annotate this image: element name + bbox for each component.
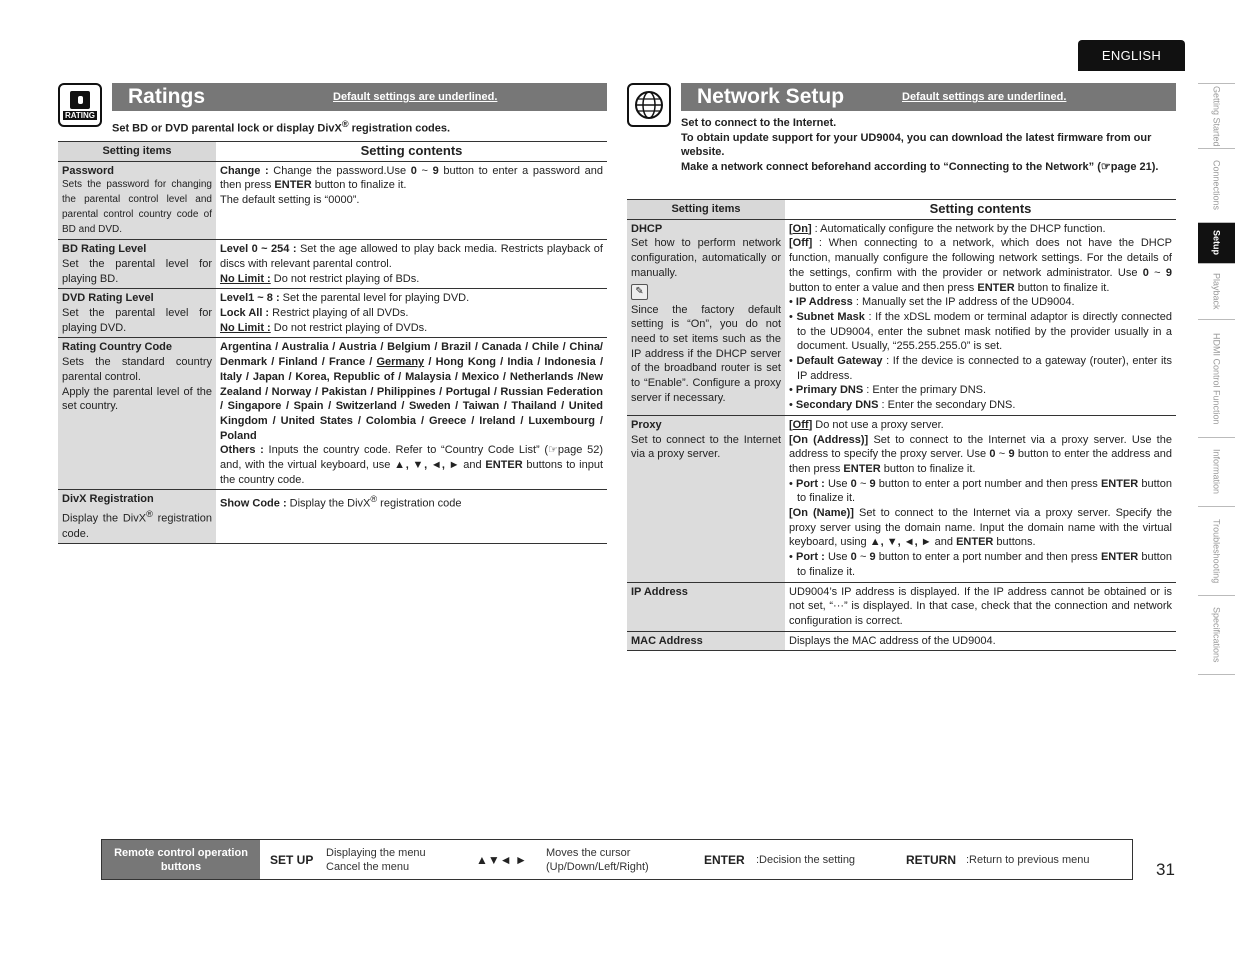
setup-key: SET UP (270, 852, 314, 867)
item-content: Lock All : Restrict playing of all DVDs. (220, 307, 409, 320)
note-icon: ✎ (631, 284, 648, 300)
col-header-contents: Setting contents (216, 142, 607, 162)
col-header-items: Setting items (627, 200, 785, 220)
item-name: DHCP (631, 222, 663, 235)
item-desc: Set the parental level for playing DVD. (62, 307, 212, 334)
item-desc: Display the DivX® registration code. (62, 509, 212, 540)
arrow-keys: ▲▼◄ ► (476, 852, 527, 867)
item-content: No Limit : Do not restrict playing of DVDs. (220, 321, 428, 334)
item-content: [On] : Automatically configure the network by the DHCP function. (789, 222, 1106, 235)
network-title: Network Setup (697, 85, 845, 108)
side-tab-playback[interactable] (1198, 263, 1235, 319)
item-desc: Apply the parental level of the set country. (62, 385, 212, 413)
item-name: DivX Registration (62, 493, 154, 506)
bullet-item: • IP Address : Manually set the IP address of the UD9004. (789, 296, 1075, 309)
table-row (627, 631, 1176, 651)
item-name: BD Rating Level (62, 243, 147, 256)
item-content: [On (Name)] Set to connect to the Internet via a proxy server. Specify the proxy server using the domain name. Input the domain name with the virtual keyboard, using ▲, ▼, ◄, ► and ENTER buttons. (789, 507, 1173, 549)
item-content: Show Code : Display the DivX® registration code (220, 494, 462, 511)
enter-key: ENTER (704, 852, 745, 867)
network-table (627, 199, 1176, 651)
item-content: Level1 ~ 8 : Set the parental level for playing DVD. (220, 292, 470, 305)
item-content: UD9004’s IP address is displayed. If the IP address cannot be obtained or is not set, “···” is displayed. In that case, check that the connection and network configuration is correct. (789, 585, 1172, 627)
ratings-table (58, 141, 607, 544)
item-name: Rating Country Code (62, 341, 172, 354)
intro-text: registration codes. (348, 122, 451, 135)
side-tab-hdmi-control[interactable] (1198, 319, 1235, 437)
side-tab-connections[interactable] (1198, 148, 1235, 222)
intro-line: To obtain update support for your UD9004, you can download the latest firmware from our website. (681, 131, 1152, 159)
bullet-item: • Port : Use 0 ~ 9 button to enter a port number and then press ENTER button to finalize it. (789, 551, 1172, 578)
table-row (627, 219, 1176, 415)
rating-icon (58, 83, 102, 127)
return-key: RETURN (906, 852, 956, 867)
item-desc: Set the parental level for playing BD. (62, 257, 212, 285)
setup-desc: Displaying the menu Cancel the menu (326, 846, 426, 873)
side-tab-label: Information (1211, 449, 1222, 495)
item-content: Displays the MAC address of the UD9004. (789, 634, 996, 647)
item-name: Password (62, 164, 114, 177)
item-name: IP Address (631, 585, 688, 598)
table-row (58, 289, 607, 338)
bullet-item: • Secondary DNS : Enter the secondary DNS. (789, 399, 1016, 412)
globe-icon (633, 89, 665, 121)
item-content: [Off] Do not use a proxy server. (789, 418, 944, 431)
item-name: Proxy (631, 418, 662, 431)
item-desc: Set to connect to the Internet via a proxy server. (631, 433, 781, 461)
item-note: Since the factory default setting is “On”, you do not need to set items such as the IP address if the DHCP server of the broadband router is set to “Enable”. Configure a proxy server if necessary. (631, 303, 781, 404)
page-ref-icon: ☞ (1100, 161, 1111, 174)
arrows-desc: Moves the cursor (Up/Down/Left/Right) (546, 846, 649, 873)
side-tab-specifications[interactable] (1198, 595, 1235, 675)
item-content: The default setting is “0000”. (220, 194, 360, 207)
table-row (627, 582, 1176, 631)
enter-desc: :Decision the setting (756, 853, 856, 866)
side-tab-information[interactable] (1198, 437, 1235, 506)
col-header-items: Setting items (58, 142, 216, 162)
lock-icon (70, 91, 90, 109)
item-content: Others : Inputs the country code. Refer to “Country Code List” (☞page 52) and, with the virtual keyboard, use ▲, ▼, ◄, ► and ENTER buttons to input the country code. (220, 444, 604, 486)
country-list: Argentina / Australia / Austria / Belgium / Brazil / Canada / Chile / China/ Denmark / Finland / France / Germany / Hong Kong / India / Indonesia / Italy / Japan / Korea, Republic of / Malaysia / Mexico / Netherlands /New Zealand / Norway / Pakistan / Philippines / Portugal / Russian Federation / Singapore / Spain / Switzerland / Sweden / Taiwan / Thailand / United Kingdom / United States / Colombia / Greece / Ireland / Luxembourg / Poland (220, 341, 603, 442)
side-tab-label: Connections (1211, 160, 1222, 211)
side-tab-label: Getting Started (1211, 85, 1222, 147)
col-header-contents: Setting contents (785, 200, 1176, 220)
item-content: [On (Address)] Set to connect to the Internet via a proxy server. Use the address to specify the proxy server. Use 0 ~ 9 button to enter the address and then press ENTER button to finalize it. (789, 433, 1172, 475)
intro-text: Set BD or DVD parental lock or display DivX (112, 122, 342, 135)
table-row (58, 240, 607, 289)
intro-line: Set to connect to the Internet. (681, 117, 837, 129)
item-content: Level 0 ~ 254 : Set the age allowed to play back media. Restricts playback of discs with relevant parental control. (220, 243, 603, 270)
side-tab-setup[interactable] (1198, 222, 1235, 263)
network-default-note: Default settings are underlined. (902, 91, 1067, 103)
side-tab-label: Specifications (1211, 607, 1222, 663)
ratings-intro (112, 117, 450, 136)
ratings-default-note: Default settings are underlined. (333, 91, 498, 103)
item-desc: Sets the standard country parental control. (62, 356, 212, 383)
table-row (58, 161, 607, 240)
table-row (58, 490, 607, 544)
page-ref-icon: ☞ (548, 444, 558, 457)
item-name: DVD Rating Level (62, 292, 154, 305)
footer-label: Remote control operation buttons (102, 840, 260, 879)
table-row (627, 415, 1176, 582)
item-name: MAC Address (631, 634, 703, 647)
ratings-titlebar (112, 83, 607, 111)
side-navigation (1198, 83, 1235, 675)
bullet-item: • Primary DNS : Enter the primary DNS. (789, 384, 987, 397)
page-number: 31 (1156, 860, 1175, 879)
item-content: [Off] : When connecting to a network, which does not have the DHCP function, manually configure the following network settings. For the details of the settings, confirm with the provider or network administrator. Use 0 ~ 9 button to enter a value and then press ENTER button to finalize it. (789, 237, 1172, 294)
registered-mark: ® (341, 119, 349, 129)
bullet-item: • Subnet Mask : If the xDSL modem or terminal adaptor is directly connected to the UD9004, enter the subnet mask notified by the provider usually in a document. Usually, “255.255.255.0” is set. (789, 310, 1172, 353)
language-tab[interactable]: ENGLISH (1078, 40, 1185, 71)
network-globe-icon (627, 83, 671, 127)
item-content: No Limit : Do not restrict playing of BDs. (220, 272, 420, 285)
ratings-title: Ratings (128, 85, 206, 108)
side-tab-getting-started[interactable] (1198, 83, 1235, 148)
return-desc: :Return to previous menu (966, 853, 1090, 866)
side-tab-label: Playback (1211, 273, 1222, 310)
bullet-item: • Default Gateway : If the device is connected to a gateway (router), enter its IP address. (789, 355, 1172, 382)
item-desc: Sets the password for changing the parental control level and parental control country code of BD and DVD. (62, 179, 212, 235)
item-desc: Set how to perform network configuration, automatically or manually. (631, 237, 781, 279)
remote-control-footer (101, 839, 1133, 880)
bullet-item: • Port : Use 0 ~ 9 button to enter a port number and then press ENTER button to finalize it. (789, 477, 1172, 505)
network-titlebar (681, 83, 1176, 111)
side-tab-label: HDMI Control Function (1211, 332, 1222, 425)
network-intro (681, 116, 1176, 175)
side-tab-label: Setup (1211, 230, 1222, 256)
item-content: Change : Change the password.Use 0 ~ 9 button to enter a password and then press ENTER button to finalize it. (220, 164, 603, 192)
side-tab-label: Troubleshooting (1211, 518, 1222, 584)
side-tab-troubleshooting[interactable] (1198, 506, 1235, 595)
table-row (58, 338, 607, 490)
rating-icon-label: RATING (64, 110, 96, 120)
intro-line: Make a network connect beforehand according to “Connecting to the Network” (☞page 21). (681, 161, 1159, 174)
